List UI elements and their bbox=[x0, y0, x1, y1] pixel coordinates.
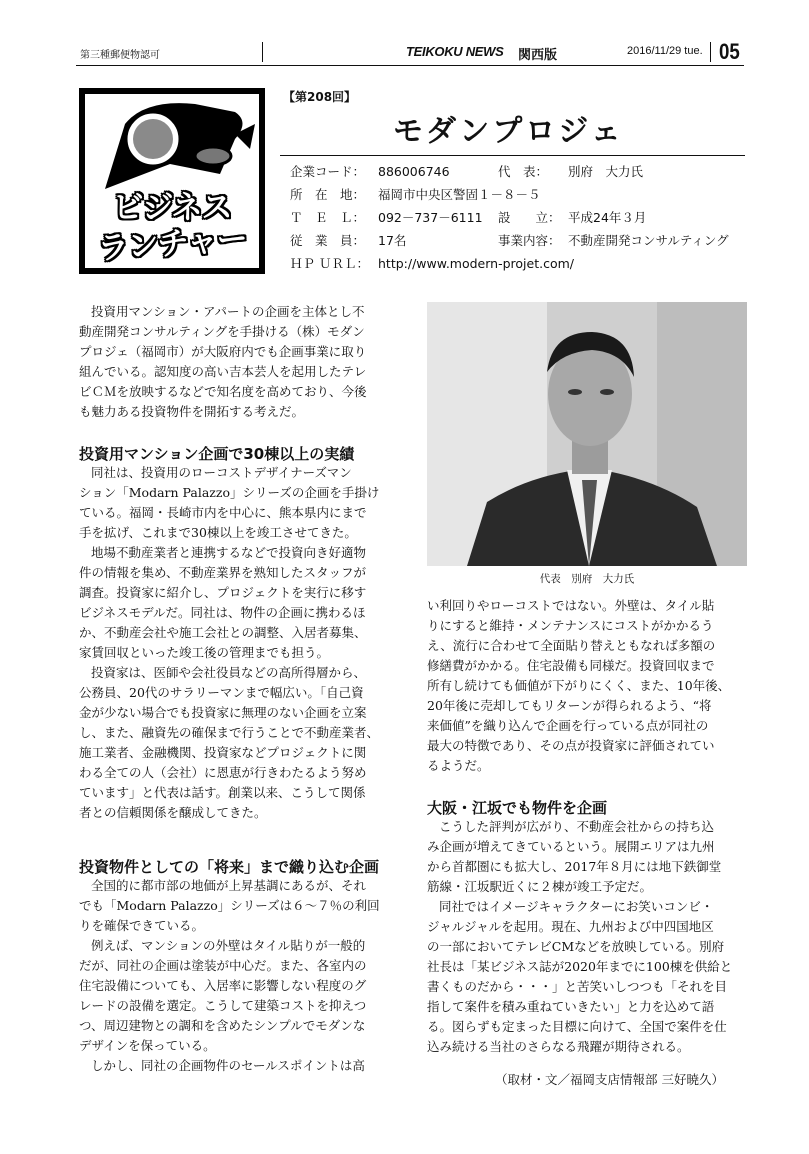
body-paragraph bbox=[79, 876, 397, 1076]
text-line: ジャルジャルを起用。現在、九州および中四国地区 bbox=[427, 919, 714, 934]
business-label: 事業内容： bbox=[498, 233, 561, 248]
page-header bbox=[76, 40, 744, 66]
established-label: 設 立： bbox=[498, 210, 561, 225]
text-line: レードの設備を選定。こうして建築コストを抑えつ bbox=[79, 998, 367, 1013]
text-line: 公務員、20代のサラリーマンまで幅広い。「自己資 bbox=[79, 685, 364, 700]
text-line: 書くものだから・・・」と苦笑いしつつも「それを目 bbox=[427, 979, 728, 994]
address: 福岡市中央区警固１－８－５ bbox=[378, 187, 541, 202]
text-line: こうした評判が広がり、不動産会社からの持ち込 bbox=[439, 819, 715, 834]
episode-number: 【第208回】 bbox=[283, 90, 357, 104]
section-heading: 投資物件としての「将来」まで織り込む企画 bbox=[79, 858, 380, 876]
text-line: から首都圏にも拡大し、2017年８月には地下鉄御堂 bbox=[427, 859, 722, 874]
text-line: ション「Modarn Palazzo」シリーズの企画を手掛け bbox=[79, 485, 380, 500]
text-line: 調査。投資家に紹介し、プロジェクトを実行に移す bbox=[79, 585, 367, 600]
text-line: デザインを保っている。 bbox=[79, 1038, 216, 1053]
tel-label: Ｔ Ｅ Ｌ： bbox=[290, 210, 366, 225]
text-line: 込み続ける当社のさらなる飛躍が期待される。 bbox=[427, 1039, 690, 1054]
edition-label: 関西版 bbox=[518, 48, 558, 63]
text-line: りにすると維持・メンテナンスにコストがかかるう bbox=[427, 618, 714, 633]
section-heading: 大阪・江坂でも物件を企画 bbox=[427, 799, 608, 817]
newspaper-title: TEIKOKU NEWS bbox=[406, 44, 504, 59]
text-line: る。図らずも定まった目標に向けて、全国で案件を仕 bbox=[427, 1019, 727, 1034]
text-line: プロジェ（福岡市）が大阪府内でも企画事業に取り bbox=[79, 344, 367, 359]
intro-paragraph bbox=[79, 302, 397, 422]
address-label: 所 在 地： bbox=[290, 187, 366, 202]
issue-date: 2016/11/29 tue. bbox=[627, 45, 703, 57]
text-line: 住宅設備についても、入居率に影響しない程度のグ bbox=[79, 978, 367, 993]
postal-permit: 第三種郵便物認可 bbox=[80, 50, 160, 61]
body-paragraph bbox=[79, 463, 397, 823]
text-line: 同社は、投資用のローコストデザイナーズマン bbox=[91, 465, 352, 480]
text-line: 修繕費がかかる。住宅設備も同様だ。投資回収まで bbox=[427, 658, 715, 673]
text-line: 地場不動産業者と連携するなどで投資向き好適物 bbox=[91, 545, 367, 560]
text-line: ています」と代表は話す。創業以来、こうして関係 bbox=[79, 785, 366, 800]
text-line: 動産開発コンサルティングを手掛ける（株）モダン bbox=[79, 324, 365, 339]
code-label: 企業コード： bbox=[290, 164, 366, 179]
photo-caption: 代表 別府 大力氏 bbox=[539, 573, 635, 585]
text-line: ている。福岡・長崎市内を中心に、熊本県内にまで bbox=[79, 505, 367, 520]
header-divider bbox=[262, 42, 263, 62]
info-row-address bbox=[290, 187, 541, 203]
text-line: つ、周辺建物との調和を含めたシンプルでモダンな bbox=[79, 1018, 366, 1033]
logo-text-business: ビジネス bbox=[112, 190, 232, 226]
text-line: 同社ではイメージキャラクターにお笑いコンビ・ bbox=[439, 899, 714, 914]
text-line: 指して案件を積み重ねていきたい」と力を込めて語 bbox=[427, 999, 715, 1014]
text-line: 全国的に都市部の地価が上昇基調にあるが、それ bbox=[91, 878, 367, 893]
header-divider bbox=[710, 42, 711, 62]
text-line: ビジネスモデルだ。同社は、物件の企画に携わるほ bbox=[79, 605, 366, 620]
info-row-url bbox=[290, 256, 574, 272]
homepage-url[interactable]: http://www.modern-projet.com/ bbox=[378, 256, 574, 271]
business-description: 不動産開発コンサルティング bbox=[568, 233, 729, 248]
business-launcher-logo bbox=[79, 88, 265, 274]
body-paragraph bbox=[427, 596, 747, 776]
text-line: 家賃回収といった竣工後の管理までも担う。 bbox=[79, 645, 330, 660]
info-row-code bbox=[290, 164, 643, 180]
title-rule bbox=[280, 155, 745, 156]
text-line: だが、同社の企画は塗装が中心だ。また、各室内の bbox=[79, 958, 367, 973]
text-line: 組んでいる。認知度の高い吉本芸人を起用したテレ bbox=[79, 364, 367, 379]
text-line: し、また、融資先の確保まで行うことで不動産業者、 bbox=[79, 725, 380, 740]
text-line: りを確保できている。 bbox=[79, 918, 205, 933]
text-line: 投資用マンション・アパートの企画を主体とし不 bbox=[91, 304, 365, 319]
text-line: 20年後に売却してもリターンが得られるよう、“将 bbox=[427, 698, 712, 713]
text-line: い利回りやローコストではない。外壁は、タイル貼 bbox=[427, 598, 715, 613]
text-line: み企画が増えてきているという。展開エリアは九州 bbox=[427, 839, 715, 854]
text-line: ビＣＭを放映するなどで知名度を高めており、今後 bbox=[79, 384, 367, 399]
text-line: か、不動産会社や施工会社との調整、入居者募集、 bbox=[79, 625, 367, 640]
text-line: わる全ての人（会社）に恩恵が行きわたるよう努め bbox=[79, 765, 367, 780]
text-line: でも「Modarn Palazzo」シリーズは６～７％の利回 bbox=[79, 898, 380, 913]
text-line: 者との信頼関係を醸成してきた。 bbox=[79, 805, 267, 820]
text-line: 社長は「某ビジネス誌が2020年までに100棟を供給と bbox=[427, 959, 733, 974]
url-label: ＨＰ ＵＲＬ： bbox=[290, 256, 369, 271]
established: 平成24年３月 bbox=[568, 210, 647, 225]
employees-label: 従 業 員： bbox=[290, 233, 366, 248]
text-line: 施工業者、金融機関、投資家などプロジェクトに関 bbox=[79, 745, 367, 760]
employees: 17名 bbox=[378, 233, 407, 248]
text-line: え、流行に合わせて全面貼り替えともなれば多額の bbox=[427, 638, 716, 653]
text-line: 例えば、マンションの外壁はタイル貼りが一般的 bbox=[91, 938, 366, 953]
text-line: 来価値”を織り込んで企画を行っている点が同社の bbox=[427, 718, 709, 733]
representative: 別府 大力氏 bbox=[568, 164, 644, 179]
telephone: 092－737－6111 bbox=[378, 210, 483, 225]
header-rule bbox=[76, 65, 744, 66]
text-line: の一部においてテレビCMなどを放映している。別府 bbox=[427, 939, 725, 954]
text-line: しかし、同社の企画物件のセールスポイントは高 bbox=[91, 1058, 365, 1073]
text-line: 手を拡げ、これまで30棟以上を竣工させてきた。 bbox=[79, 525, 357, 540]
company-code: 886006746 bbox=[378, 164, 450, 179]
company-name: モダンプロジェ bbox=[393, 114, 624, 149]
page-number: 05 bbox=[719, 39, 740, 64]
rep-label: 代 表： bbox=[498, 164, 549, 179]
article-credit: （取材・文／福岡支店情報部 三好暁久） bbox=[495, 1072, 724, 1087]
info-row-employees bbox=[290, 233, 729, 249]
section-heading: 投資用マンション企画で30棟以上の実績 bbox=[79, 445, 355, 463]
text-line: 所有し続けても価値が下がりにくく、また、10年後、 bbox=[427, 678, 731, 693]
text-line: 最大の特徴であり、その点が投資家に評価されてい bbox=[427, 738, 715, 753]
text-line: 投資家は、医師や会社役員などの高所得層から、 bbox=[91, 665, 367, 680]
text-line: るようだ。 bbox=[427, 758, 490, 773]
text-line: も魅力ある投資物件を開拓する考えだ。 bbox=[79, 404, 305, 419]
text-line: 金が少ない場合でも投資家に無理のない企画を立案 bbox=[79, 705, 367, 720]
text-line: 筋線・江坂駅近くに２棟が竣工予定だ。 bbox=[427, 879, 653, 894]
text-line: 件の情報を集め、不動産業界を熟知したスタッフが bbox=[79, 565, 367, 580]
info-row-tel bbox=[290, 210, 646, 226]
representative-photo bbox=[427, 302, 747, 566]
body-paragraph bbox=[427, 817, 747, 1057]
logo-text-launcher: ランチャー bbox=[96, 220, 248, 268]
